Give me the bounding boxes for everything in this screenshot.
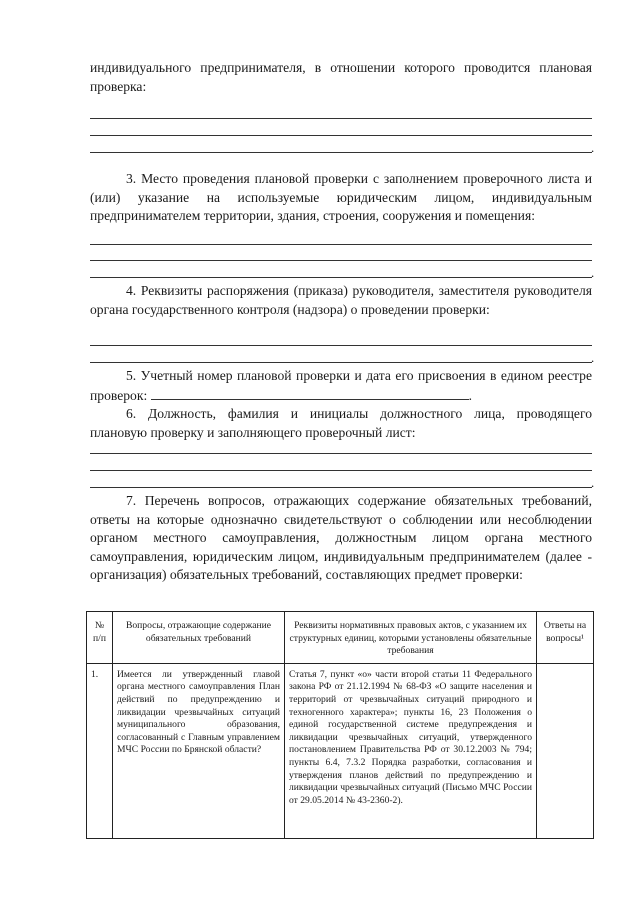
line-end-period: . <box>591 265 595 280</box>
row-question: Имеется ли утвержденный главой органа местного самоуправления План действий по предупреждению и ликвидации чрезвычайных ситуаций муниципального образования, согласованный с Главным управлением МЧС России по Брянской области? <box>113 663 285 838</box>
header-answers: Ответы на вопросы¹ <box>537 612 594 664</box>
line-end-period: . <box>591 140 595 155</box>
item-4-paragraph: 4. Реквизиты распоряжения (приказа) руководителя, заместителя руководителя органа государственного контроля (надзора) о проведении проверки: <box>90 283 592 317</box>
fill-line <box>90 277 592 278</box>
line-end-period: . <box>591 350 595 365</box>
line-end-period: . <box>591 475 595 490</box>
item-6-paragraph: 6. Должность, фамилия и инициалы должностного лица, проводящего плановую проверку и заполняющего проверочный лист: <box>90 406 592 440</box>
fill-line <box>151 386 469 400</box>
header-questions: Вопросы, отражающие содержание обязательных требований <box>113 612 285 664</box>
table-header-row <box>87 612 594 664</box>
item-5-text: 5. Учетный номер плановой проверки и дата его присвоения в едином реестре проверок: <box>90 368 592 403</box>
header-references: Реквизиты нормативных правовых актов, с указанием их структурных единиц, которыми установлены обязательные требования <box>285 612 537 664</box>
fill-line <box>90 152 592 153</box>
row-reference: Статья 7, пункт «о» части второй статьи 11 Федерального закона РФ от 21.12.1994 № 68-ФЗ «О защите населения и территорий от чрезвычайных ситуаций природного и техногенного характера»; пункты 16, 23 Положения о единой государственной системе предупреждения и ликвидации чрезвычайных ситуаций, утвержденного постановлением Правительства РФ от 30.12.2003 № 794; пункты 6.4, 7.3.2 Порядка разработки, согласования и утверждения планов действий по предупреждению и ликвидации чрезвычайных ситуаций (Письмо МЧС России от 29.05.2014 № 43-2360-2). <box>285 663 537 838</box>
fill-line <box>90 345 592 346</box>
fill-line <box>90 135 592 136</box>
requirements-table <box>86 611 594 839</box>
fill-line <box>90 453 592 454</box>
row-number: 1. <box>87 663 113 838</box>
fill-line <box>90 487 592 488</box>
item-5-paragraph <box>90 367 592 405</box>
fill-line <box>90 362 592 363</box>
item-3-paragraph: 3. Место проведения плановой проверки с заполнением проверочного листа и (или) указание на используемые юридическим лицом, индивидуальным предпринимателем территории, здания, строения, сооружения и помещения: <box>90 171 592 223</box>
item-7-paragraph: 7. Перечень вопросов, отражающих содержание обязательных требований, ответы на которые однозначно свидетельствуют о соблюдении или несоблюдении органом местного самоуправления, должностным лицом органа местного самоуправления, юридическим лицом, индивидуальным предпринимателем (далее - организация) обязательных требований, составляющих предмет проверки: <box>90 493 592 582</box>
row-answer[interactable] <box>537 663 594 838</box>
line-end-period: . <box>468 387 473 403</box>
intro-paragraph: индивидуального предпринимателя, в отношении которого проводится плановая проверка: <box>90 60 592 94</box>
fill-line <box>90 260 592 261</box>
table-row <box>87 663 594 838</box>
fill-line <box>90 470 592 471</box>
fill-line <box>90 244 592 245</box>
header-number: № п/п <box>87 612 113 664</box>
fill-line <box>90 118 592 119</box>
